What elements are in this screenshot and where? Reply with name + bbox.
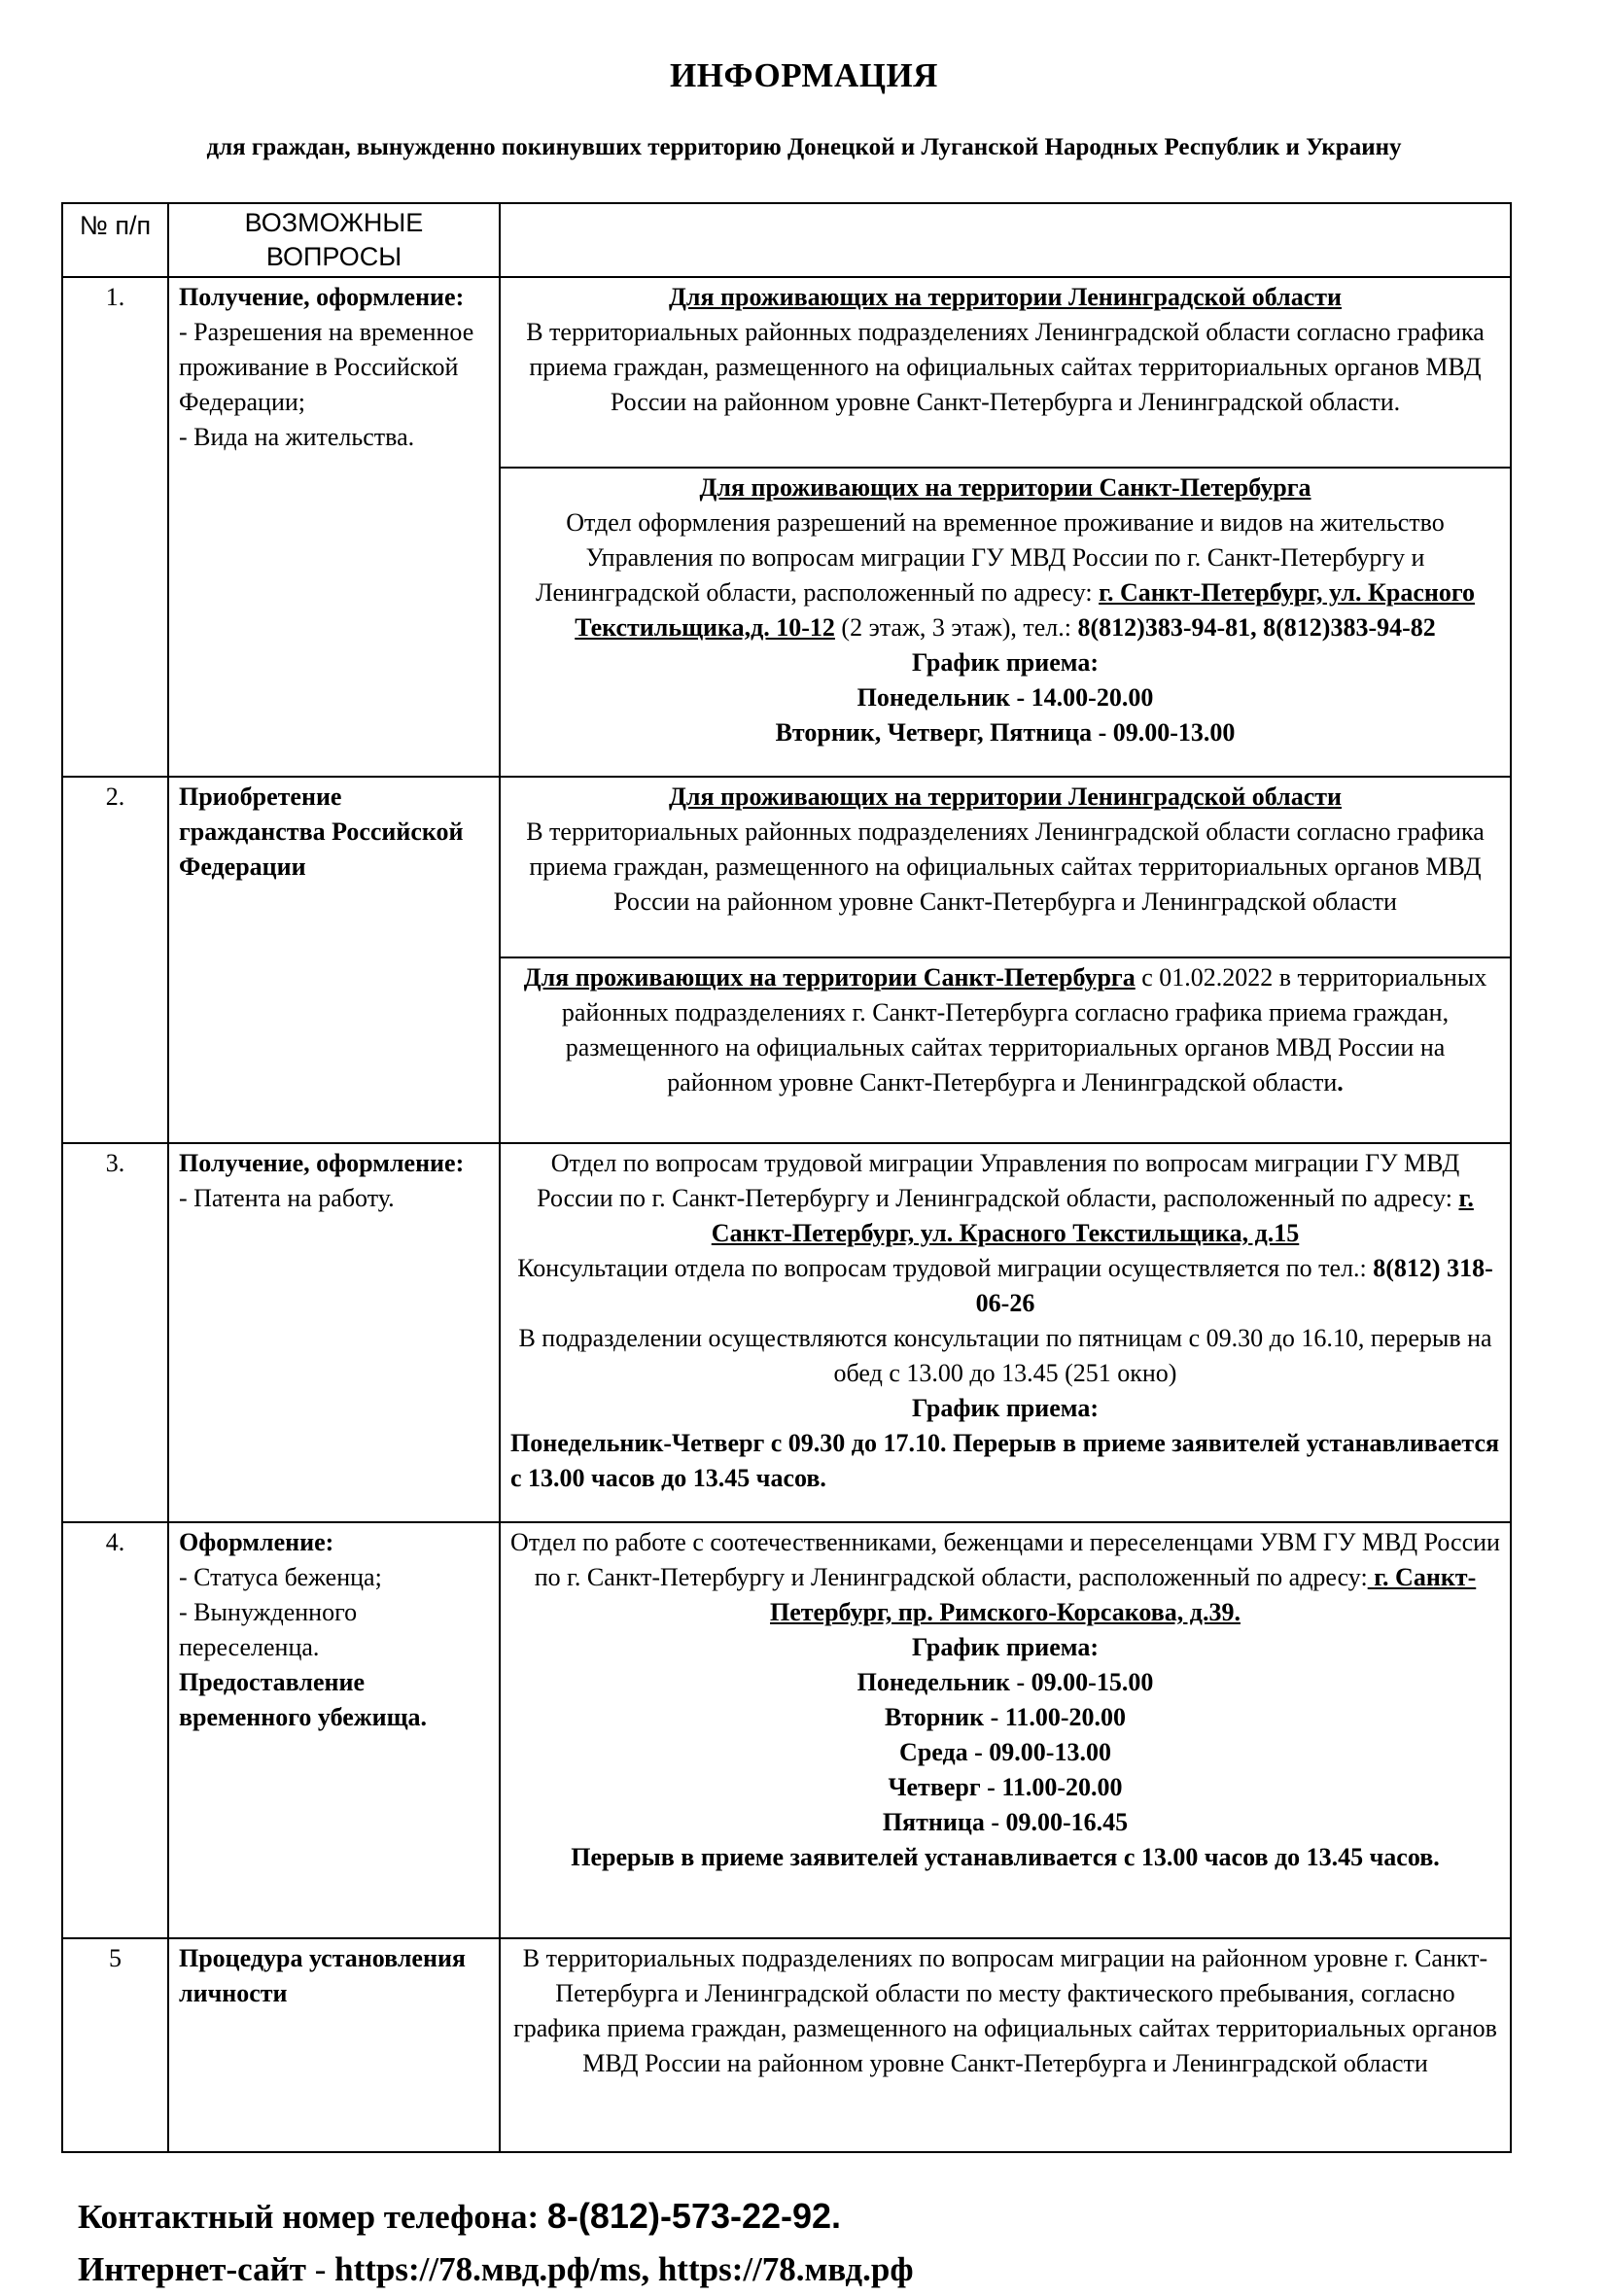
answer-floor: (2 этаж, 3 этаж), тел.: (834, 613, 1078, 642)
schedule-text: Понедельник-Четверг с 09.30 до 17.10. Перерыв в приеме заявителей устанавливается с 13.00 часов до 13.45 часов. (510, 1429, 1500, 1492)
schedule-line: Понедельник - 09.00-15.00 (856, 1668, 1154, 1696)
schedule-break: Перерыв в приеме заявителей устанавливается с 13.00 часов до 13.45 часов. (571, 1843, 1440, 1871)
table-row (62, 1938, 1511, 2152)
row-answer (500, 1522, 1511, 1938)
row-number: 4. (62, 1522, 168, 1938)
table-row (62, 1143, 1511, 1522)
question-title: Оформление: (179, 1528, 334, 1556)
answer-text-main: Отдел оформления разрешений на временное проживание и видов на жительство Управления по вопросам миграции ГУ МВД России по г. Санкт-Петербургу и Ленинградской области, расположенный по адресу: (535, 508, 1445, 607)
question-item: - Патента на работу. (179, 1184, 395, 1212)
row-number: 2. (62, 777, 168, 1143)
phone-number: 8-(812)-573-22-92. (546, 2196, 842, 2236)
row-answer (500, 777, 1511, 957)
table-row (62, 777, 1511, 957)
answer-heading: Для проживающих на территории Санкт-Петербурга (699, 473, 1311, 502)
table-header-row (62, 203, 1511, 277)
schedule-title: График приема: (912, 1633, 1099, 1661)
row-question: Процедура установления личности (168, 1938, 500, 2152)
header-questions: ВОЗМОЖНЫЕ ВОПРОСЫ (168, 203, 500, 277)
site-separator: - (305, 2250, 335, 2288)
question-item: - Вынужденного переселенца. (179, 1598, 358, 1661)
contacts-block (78, 2190, 914, 2296)
row-answer (500, 1143, 1511, 1522)
answer-text (510, 1146, 1500, 1251)
row-number: 1. (62, 277, 168, 777)
header-answers (500, 203, 1511, 277)
table-row (62, 277, 1511, 468)
answer-address: г. Санкт-Петербург, пр. Римского-Корсакова, д.39. (770, 1563, 1477, 1626)
row-answer (500, 277, 1511, 468)
schedule-line: Вторник, Четверг, Пятница - 09.00-13.00 (775, 718, 1236, 747)
answer-text: В территориальных районных подразделениях Ленинградской области согласно графика приема граждан, размещенного на официальных сайтах территориальных органов МВД России на районном уровне Санкт-Петербурга и Ленинградской области (526, 818, 1485, 916)
answer-consult2: В подразделении осуществляются консультации по пятницам с 09.30 до 16.10, перерыв на обед с 13.00 до 13.45 (251 окно) (518, 1324, 1492, 1387)
question-title: Получение, оформление: (179, 1149, 465, 1177)
row-number: 5 (62, 1938, 168, 2152)
schedule-line: Пятница - 09.00-16.45 (882, 1808, 1129, 1836)
question-title: Получение, оформление: (179, 283, 465, 311)
row-number: 3. (62, 1143, 168, 1522)
answer-heading: Для проживающих на территории Санкт-Петербурга (523, 963, 1136, 991)
answer-address: г. Санкт-Петербург, ул. Красного Текстильщика, д.15 (711, 1184, 1474, 1247)
header-num: № п/п (62, 203, 168, 277)
question-item: - Разрешения на временное проживание в Российской Федерации; (179, 318, 474, 416)
answer-text (510, 505, 1500, 645)
row-question (168, 277, 500, 777)
answer-text (510, 1525, 1500, 1630)
answer-consult-text: Консультации отдела по вопросам трудовой миграции осуществляется по тел.: (517, 1254, 1374, 1282)
schedule-line: Понедельник - 14.00-20.00 (856, 683, 1154, 712)
contact-phone-line (78, 2190, 914, 2244)
site-label: Интернет-сайт (78, 2250, 306, 2288)
answer-address: г. Санкт-Петербург, ул. Красного Текстильщика,д. 10-12 (575, 578, 1475, 642)
schedule-line: Вторник - 11.00-20.00 (884, 1703, 1127, 1731)
row-question (168, 1522, 500, 1938)
phone-label: Контактный номер телефона: (78, 2198, 547, 2236)
row-answer: В территориальных подразделениях по вопросам миграции на районном уровне г. Санкт-Петербурга и Ленинградской области по месту фактического пребывания, согласно графика приема граждан, размещенного на официальных сайтах территориальных органов МВД России на районном уровне Санкт-Петербурга и Ленинградской области (500, 1938, 1511, 2152)
table-row (62, 1522, 1511, 1938)
row-question (168, 1143, 500, 1522)
answer-text-main: Отдел по вопросам трудовой миграции Управления по вопросам миграции ГУ МВД России по г. Санкт-Петербургу и Ленинградской области, расположенный по адресу: (537, 1149, 1460, 1212)
answer-phones: 8(812)383-94-81, 8(812)383-94-82 (1077, 613, 1436, 642)
row-answer (500, 468, 1511, 777)
answer-end: . (1337, 1068, 1344, 1096)
answer-heading: Для проживающих на территории Ленинградской области (668, 783, 1343, 811)
answer-text: В территориальных районных подразделениях Ленинградской области согласно графика приема граждан, размещенного на официальных сайтах территориальных органов МВД России на районном уровне Санкт-Петербурга и Ленинградской области. (526, 318, 1485, 416)
answer-heading: Для проживающих на территории Ленинградской области (668, 283, 1343, 311)
answer-consult (510, 1251, 1500, 1321)
question-item: - Статуса беженца; (179, 1563, 382, 1591)
page-title: ИНФОРМАЦИЯ (670, 56, 938, 94)
schedule-line: Четверг - 11.00-20.00 (888, 1773, 1123, 1801)
answer-text-main: Отдел по работе с соотечественниками, беженцами и переселенцами УВМ ГУ МВД России по г. Санкт-Петербургу и Ленинградской области, расположенный по адресу: (510, 1528, 1500, 1591)
page-subtitle: для граждан, вынужденно покинувших территорию Донецкой и Луганской Народных Республик и Украину (206, 134, 1402, 160)
row-question: Приобретение гражданства Российской Федерации (168, 777, 500, 1143)
schedule-title: График приема: (912, 1394, 1099, 1422)
question-title-2: Предоставление временного убежища. (179, 1668, 428, 1731)
answer-text: с 01.02.2022 в территориальных районных подразделениях г. Санкт-Петербурга согласно графика приема граждан, размещенного на официальных сайтах территориальных органов МВД России на районном уровне Санкт-Петербурга и Ленинградской области (561, 963, 1487, 1096)
info-table (61, 202, 1512, 2153)
row-answer (500, 957, 1511, 1143)
answer-phone: 8(812) 318-06-26 (975, 1254, 1493, 1317)
site-links[interactable]: https://78.мвд.рф/ms, https://78.мвд.рф (334, 2250, 914, 2288)
schedule-title: График приема: (912, 648, 1099, 677)
contact-site-line (78, 2244, 914, 2296)
question-item: - Вида на жительства. (179, 423, 415, 451)
schedule-line: Среда - 09.00-13.00 (899, 1738, 1111, 1766)
